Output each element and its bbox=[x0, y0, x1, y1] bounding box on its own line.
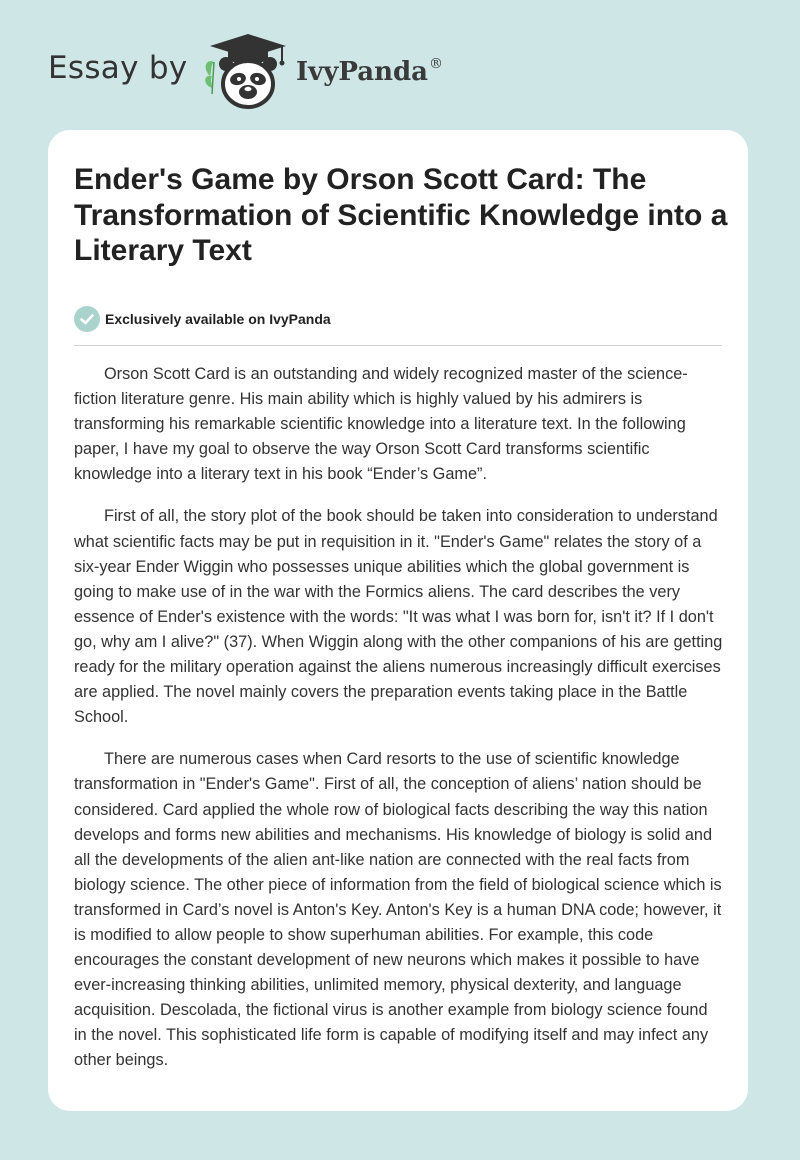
paragraph: First of all, the story plot of the book should be taken into consideration to understand what scientific facts may be put in requisition in it. "Ender's Game" relates the story of a six-year Ender Wiggin who possesses unique abilities which the global government is going to make use of in the war with the Formics aliens. The card describes the very essence of Ender's existence with the words: "It was what I was born for, isn't it? If I don't go, why am I alive?" (37). When Wiggin along with the other companions of his are getting ready for the military operation against the aliens numerous increasingly difficult exercises are applied. The novel mainly covers the preparation events taking place in the Battle School. bbox=[74, 507, 723, 727]
page-title: Ender's Game by Orson Scott Card: The Transformation of Scientific Knowledge into a Literary Text bbox=[74, 163, 728, 267]
panda-logo-icon[interactable] bbox=[200, 32, 290, 112]
paragraph: There are numerous cases when Card resorts to the use of scientific knowledge transformation in "Ender's Game". First of all, the conception of aliens’ nation should be considered. Card applied the whole row of biological facts describing the way this nation develops and forms new abilities and mechanisms. His knowledge of biology is solid and all the developments of the alien ant-like nation are connected with the real facts from biology science. The other piece of information from the field of biological science which is transformed in Card’s novel is Anton's Key. Anton's Key is a human DNA code; however, it is modified to allow people to show superhuman abilities. For example, this code encourages the constant development of new neurons which makes it possible to have ever-increasing thinking abilities, unlimited memory, physical dexterity, and language acquisition. Descolada, the fictional virus is another example from biology science found in the novel. This sophisticated life form is capable of modifying itself and may infect any other beings. bbox=[74, 750, 722, 1070]
paragraph: Orson Scott Card is an outstanding and widely recognized master of the science-fiction literature genre. His main ability which is highly valued by his admirers is transforming his remarkable scientific knowledge into a literature text. In the following paper, I have my goal to observe the way Orson Scott Card transforms scientific knowledge into a literary text in his book “Ender’s Game”. bbox=[74, 365, 688, 484]
divider bbox=[74, 345, 722, 346]
registered-mark: ® bbox=[429, 56, 444, 72]
check-icon bbox=[74, 306, 100, 332]
site-header bbox=[0, 0, 800, 120]
essay-card bbox=[48, 130, 748, 1111]
essay-body bbox=[74, 362, 724, 1091]
brand-name[interactable] bbox=[296, 56, 443, 87]
leaf-icon bbox=[205, 61, 214, 94]
essay-by-label: Essay by bbox=[48, 50, 188, 86]
badge-text: Exclusively available on IvyPanda bbox=[105, 311, 331, 327]
brand-text: IvyPanda bbox=[296, 57, 429, 87]
